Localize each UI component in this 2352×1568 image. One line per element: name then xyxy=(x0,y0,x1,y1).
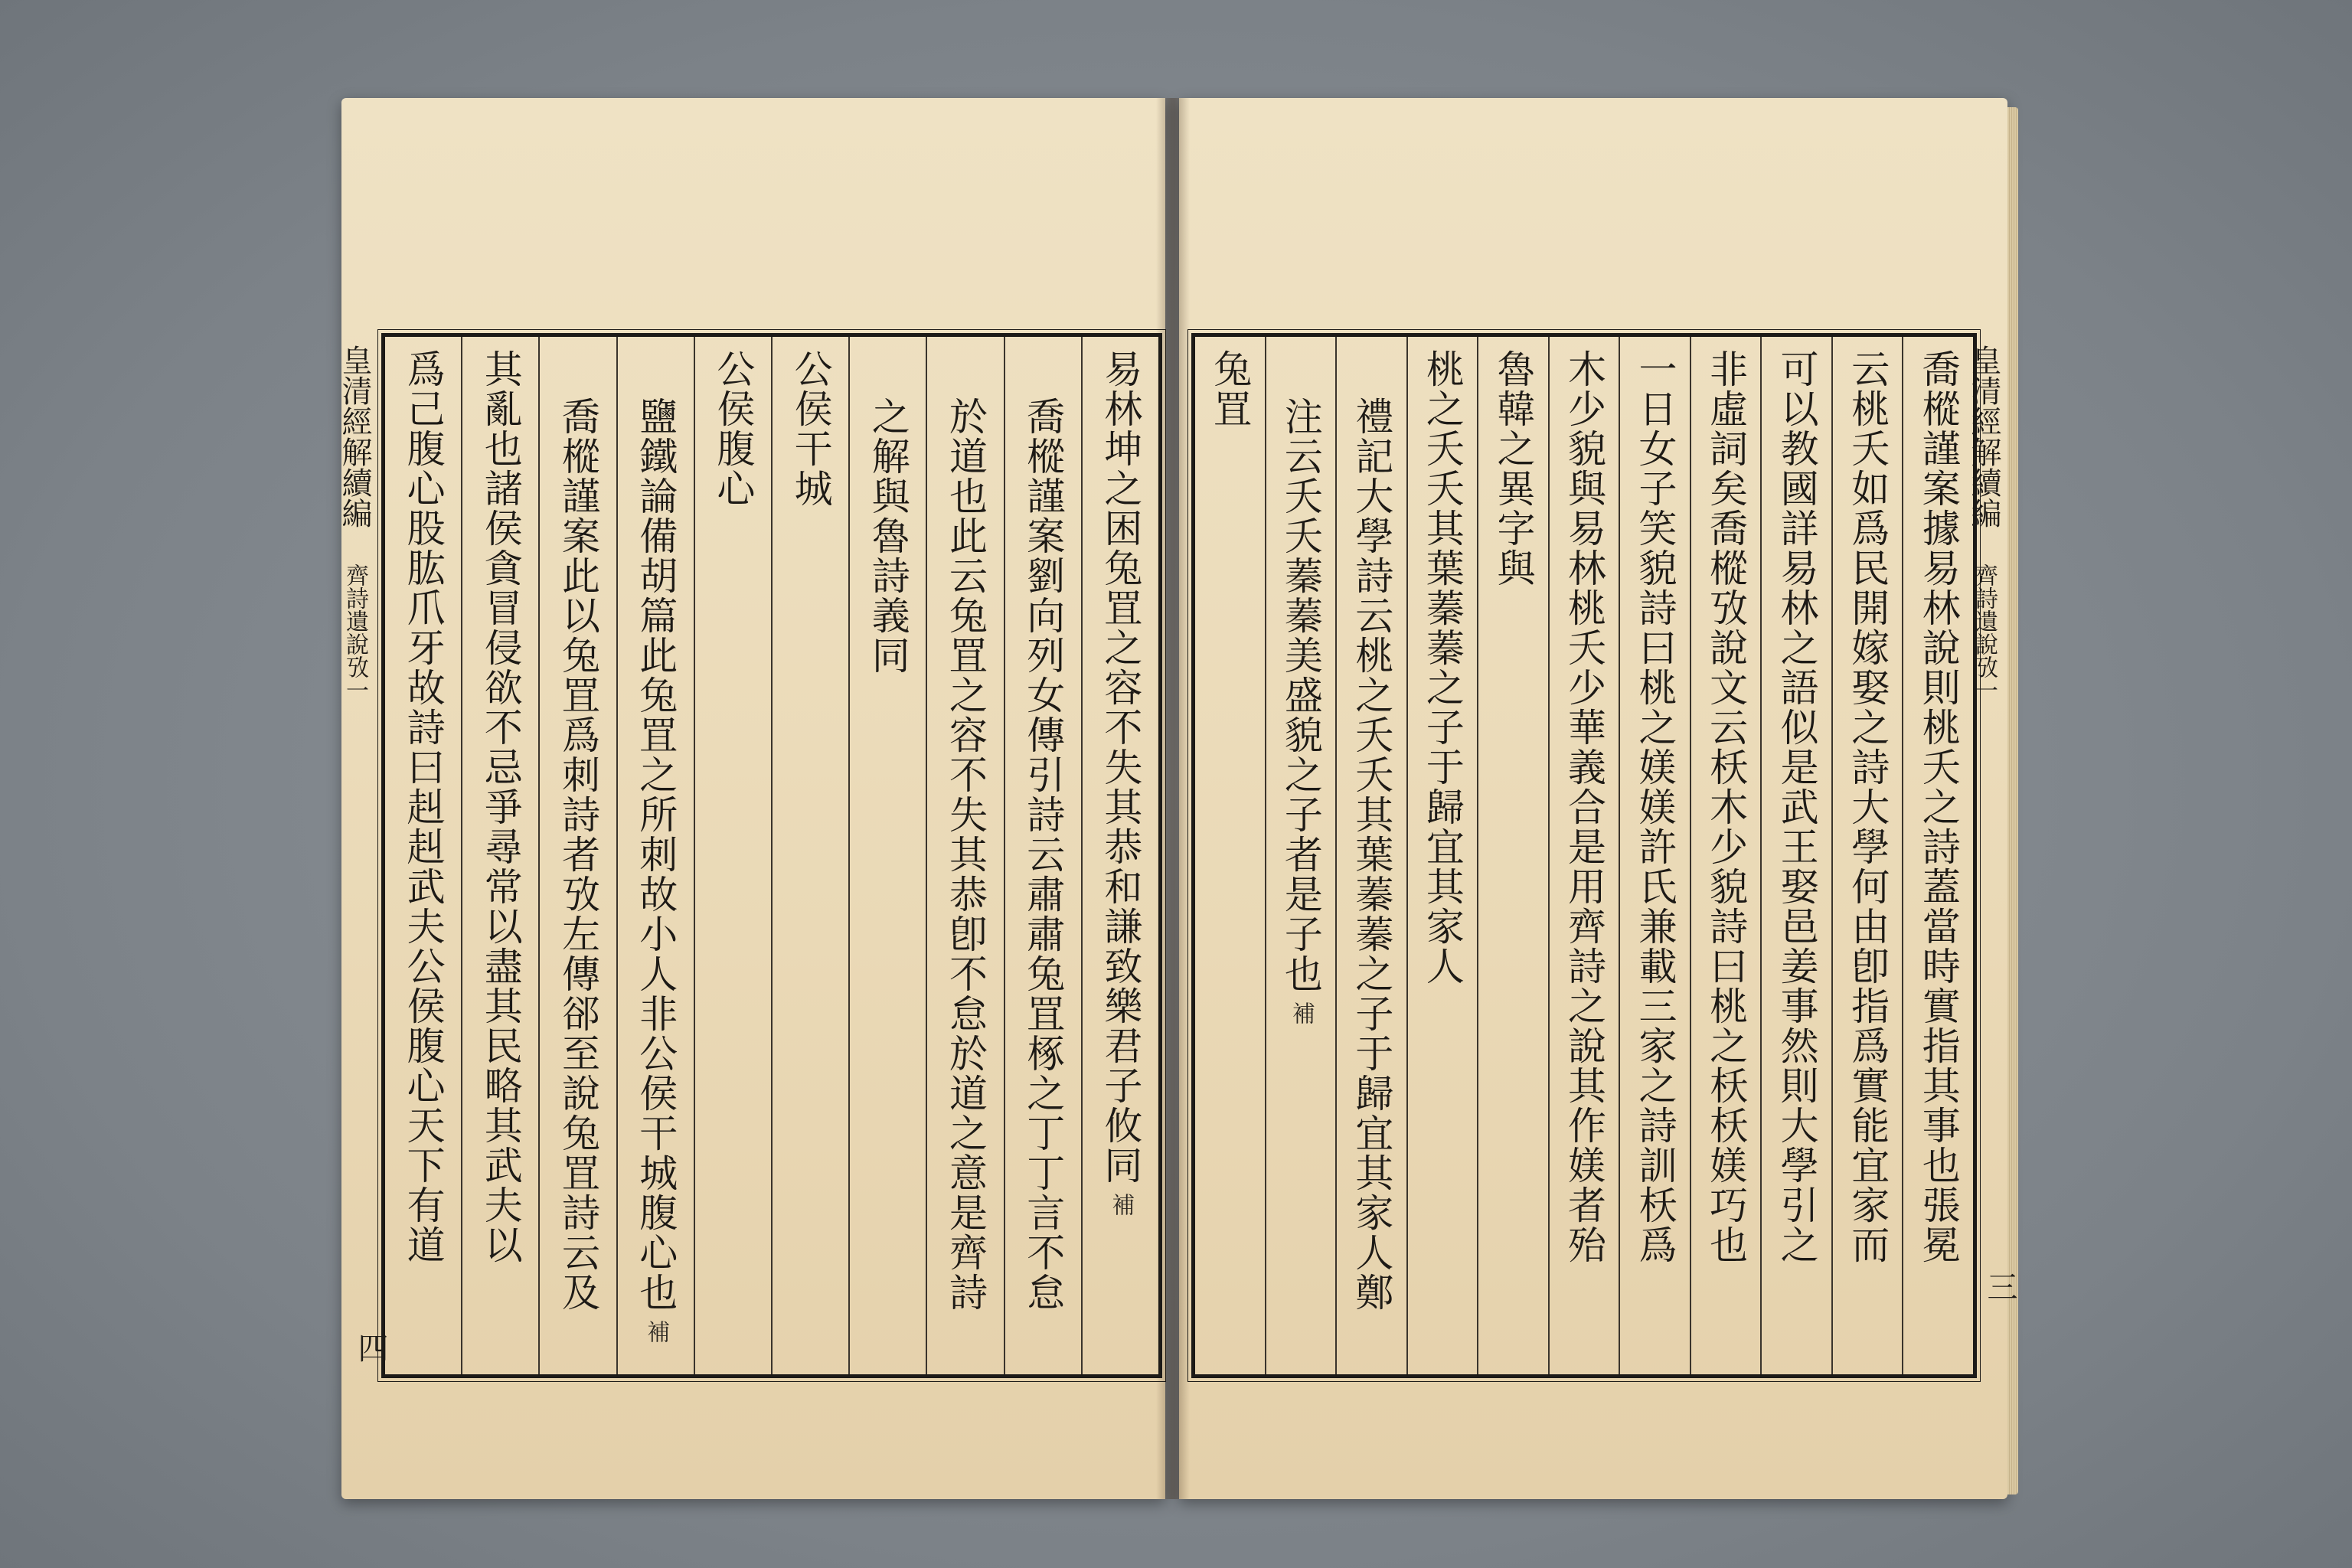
column-text: 注云夭夭蓁蓁美盛貌之子者是子也 xyxy=(1278,397,1323,994)
text-column xyxy=(694,337,771,1374)
column-text: 其亂也諸侯貪冒侵欲不忌爭尋常以盡其民略其武夫以 xyxy=(478,349,523,1265)
text-column xyxy=(1195,337,1265,1374)
supplement-note: 補 xyxy=(642,1320,670,1344)
column-text: 可以教國詳易林之語似是武王娶邑姜事然則大學引之 xyxy=(1774,349,1819,1265)
right-folio: 三 xyxy=(1982,1271,2017,1302)
left-folio: 四 xyxy=(353,1332,388,1363)
text-column xyxy=(385,337,461,1374)
supplement-note: 補 xyxy=(1287,1001,1315,1026)
left-text-frame xyxy=(381,333,1162,1378)
text-column xyxy=(1690,337,1761,1374)
left-title-main: 皇清經解續編 xyxy=(337,345,372,528)
column-text: 公侯腹心 xyxy=(710,349,756,508)
text-column xyxy=(1548,337,1619,1374)
column-text: 禮記大學詩云桃之夭夭其葉蓁蓁之子于歸宜其家人鄭 xyxy=(1349,397,1394,1312)
text-column xyxy=(1477,337,1548,1374)
column-text: 鹽鐵論備胡篇此兔罝之所刺故小人非公侯干城腹心也 xyxy=(633,397,678,1312)
text-column xyxy=(926,337,1003,1374)
text-column xyxy=(1831,337,1903,1374)
text-column xyxy=(616,337,694,1374)
text-column xyxy=(538,337,616,1374)
column-text: 喬樅謹案劉向列女傳引詩云肅肅兔罝椓之丁丁言不怠 xyxy=(1021,397,1066,1312)
text-column xyxy=(1004,337,1081,1374)
text-column xyxy=(1335,337,1406,1374)
column-text: 木少貌與易林桃夭少華義合是用齊詩之說其作媄者殆 xyxy=(1562,349,1606,1265)
right-text-frame xyxy=(1191,333,1977,1378)
column-text: 喬樅謹案此以兔罝爲刺詩者攷左傳郤至說兔罝詩云及 xyxy=(555,397,600,1312)
right-title-main: 皇清經解續編 xyxy=(1966,345,2001,528)
text-column xyxy=(1619,337,1690,1374)
right-title-sub: 齊詩遺說攷一 xyxy=(1971,564,1998,701)
right-title-strip xyxy=(1966,329,2006,1378)
supplement-note: 補 xyxy=(1107,1193,1135,1217)
left-title-strip xyxy=(337,329,377,1378)
column-text: 桃之夭夭其葉蓁蓁之子于歸宜其家人 xyxy=(1419,349,1465,986)
column-text: 於道也此云兔罝之容不失其恭卽不怠於道之意是齊詩 xyxy=(943,397,988,1312)
text-column xyxy=(848,337,926,1374)
column-text: 爲己腹心股肱爪牙故詩曰赳赳武夫公侯腹心天下有道 xyxy=(400,349,446,1265)
column-text: 喬樅謹案據易林說則桃夭之詩蓋當時實指其事也張冕 xyxy=(1916,349,1961,1265)
text-column xyxy=(1902,337,1973,1374)
text-column xyxy=(1081,337,1158,1374)
column-text: 易林坤之困兔罝之容不失其恭和謙致樂君子攸同 xyxy=(1098,349,1143,1185)
column-text: 非虛詞矣喬樅攷說文云枖木少貌詩曰桃之枖枖媄巧也 xyxy=(1704,349,1749,1265)
column-text: 兔罝 xyxy=(1207,349,1253,429)
text-column xyxy=(1265,337,1336,1374)
left-text-columns xyxy=(385,337,1158,1374)
text-column xyxy=(1406,337,1478,1374)
text-column xyxy=(1760,337,1831,1374)
column-text: 魯韓之異字與 xyxy=(1491,349,1536,588)
text-column xyxy=(461,337,538,1374)
right-text-columns xyxy=(1195,337,1973,1374)
column-text: 公侯干城 xyxy=(788,349,833,508)
column-text: 一日女子笑貌詩曰桃之媄媄許氏兼載三家之詩訓枖爲 xyxy=(1632,349,1677,1265)
column-text: 之解與魯詩義同 xyxy=(865,397,910,675)
column-text: 云桃夭如爲民開嫁娶之詩大學何由卽指爲實能宜家而 xyxy=(1845,349,1890,1265)
left-title-sub: 齊詩遺說攷一 xyxy=(341,564,368,701)
text-column xyxy=(771,337,848,1374)
